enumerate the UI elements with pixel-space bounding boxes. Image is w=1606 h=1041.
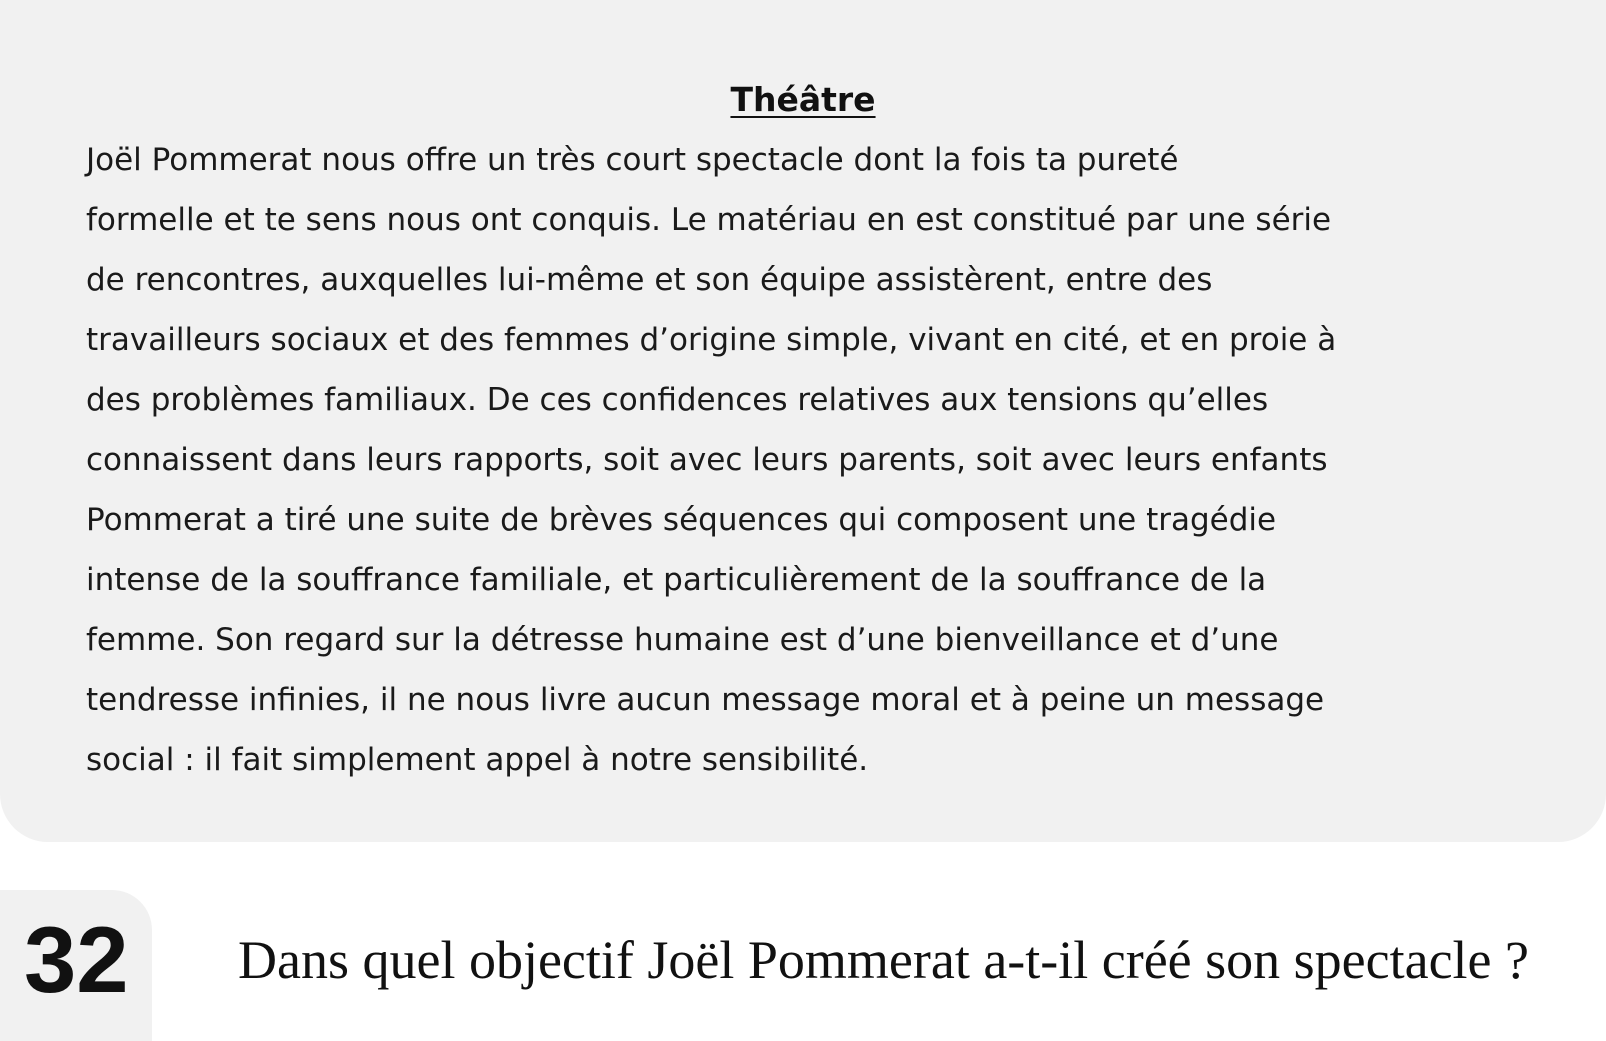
passage-line: Pommerat a tiré une suite de brèves séquences qui composent une tragédie bbox=[86, 502, 1277, 538]
passage-line: femme. Son regard sur la détresse humaine est d’une bienveillance et d’une bbox=[86, 622, 1279, 658]
passage-title: Théâtre bbox=[730, 80, 876, 119]
passage-body bbox=[86, 130, 1536, 790]
question-number: 32 bbox=[24, 907, 129, 1012]
passage-line: intense de la souffrance familiale, et particulièrement de la souffrance de la bbox=[86, 562, 1267, 598]
question-text: Dans quel objectif Joël Pommerat a-t-il créé son spectacle ? bbox=[238, 930, 1529, 990]
passage-line: tendresse infinies, il ne nous livre aucun message moral et à peine un message bbox=[86, 682, 1325, 718]
passage-line: social : il fait simplement appel à notre sensibilité. bbox=[86, 742, 869, 778]
passage-line: travailleurs sociaux et des femmes d’origine simple, vivant en cité, et en proie à bbox=[86, 322, 1337, 358]
passage-line: connaissent dans leurs rapports, soit avec leurs parents, soit avec leurs enfants bbox=[86, 442, 1328, 478]
passage-line: Joël Pommerat nous offre un très court spectacle dont la fois ta pureté bbox=[86, 142, 1179, 178]
passage-line: de rencontres, auxquelles lui-même et son équipe assistèrent, entre des bbox=[86, 262, 1213, 298]
passage-line: formelle et te sens nous ont conquis. Le matériau en est constitué par une série bbox=[86, 202, 1332, 238]
passage-line: des problèmes familiaux. De ces confidences relatives aux tensions qu’elles bbox=[86, 382, 1269, 418]
